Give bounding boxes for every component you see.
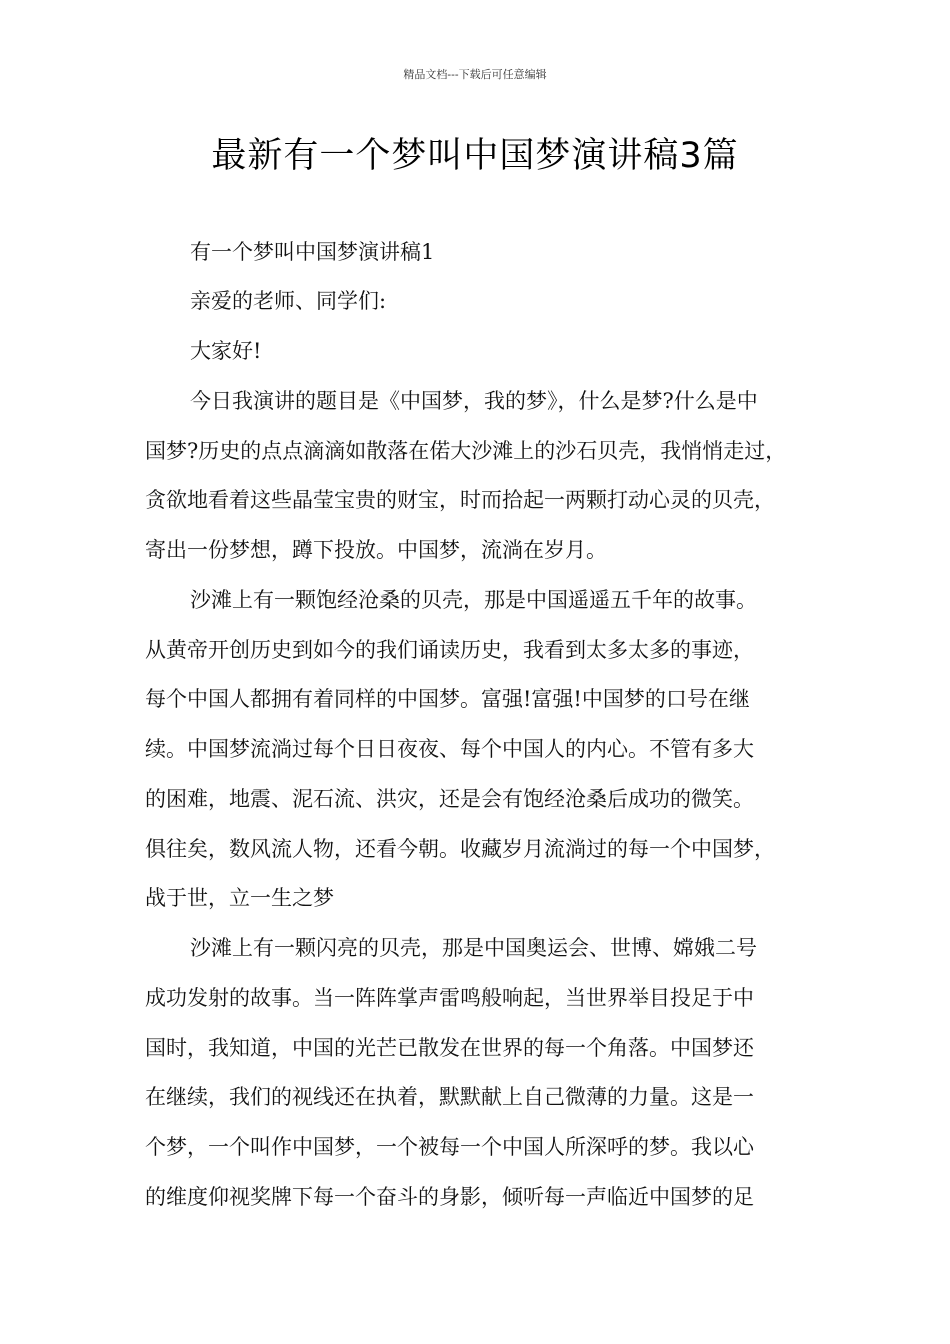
salutation: 亲爱的老师、同学们:: [190, 289, 387, 313]
paragraph-line: 个梦，一个叫作中国梦，一个被每一个中国人所深呼的梦。我以心: [145, 1135, 754, 1159]
paragraph-line: 从黄帝开创历史到如今的我们诵读历史，我看到太多太多的事迹，: [145, 638, 754, 662]
paragraph-line: 今日我演讲的题目是《中国梦，我的梦》，什么是梦?什么是中: [190, 389, 758, 413]
paragraph-line: 沙滩上有一颗饱经沧桑的贝壳，那是中国遥遥五千年的故事。: [190, 588, 757, 612]
paragraph-line: 的困难，地震、泥石流、洪灾，还是会有饱经沧桑后成功的微笑。: [145, 787, 754, 811]
paragraph-line: 的维度仰视奖牌下每一个奋斗的身影，倾听每一声临近中国梦的足: [145, 1185, 754, 1209]
paragraph-line: 国时，我知道，中国的光芒已散发在世界的每一个角落。中国梦还: [145, 1036, 754, 1060]
paragraph-line: 战于世，立一生之梦: [145, 886, 334, 910]
paragraph-line: 沙滩上有一颗闪亮的贝壳，那是中国奥运会、世博、嫦娥二号: [190, 936, 757, 960]
section-heading: 有一个梦叫中国梦演讲稿1: [190, 240, 435, 264]
paragraph-line: 在继续，我们的视线还在执着，默默献上自己微薄的力量。这是一: [145, 1085, 754, 1109]
greeting: 大家好!: [190, 339, 262, 363]
paragraph-line: 俱往矣，数风流人物，还看今朝。收藏岁月流淌过的每一个中国梦，: [145, 837, 775, 861]
document-title: 最新有一个梦叫中国梦演讲稿3篇: [211, 136, 739, 176]
paragraph-line: 寄出一份梦想，蹲下投放。中国梦，流淌在岁月。: [145, 538, 607, 562]
paragraph-line: 续。中国梦流淌过每个日日夜夜、每个中国人的内心。不管有多大: [145, 737, 754, 761]
paragraph-line: 每个中国人都拥有着同样的中国梦。富强!富强!中国梦的口号在继: [145, 687, 750, 711]
paragraph-line: 国梦?历史的点点滴滴如散落在偌大沙滩上的沙石贝壳，我悄悄走过，: [145, 439, 787, 463]
header-note: 精品文档---下载后可任意编辑: [403, 68, 547, 81]
paragraph-line: 成功发射的故事。当一阵阵掌声雷鸣般响起，当世界举目投足于中: [145, 986, 754, 1010]
paragraph-line: 贪欲地看着这些晶莹宝贵的财宝，时而拾起一两颗打动心灵的贝壳，: [145, 488, 775, 512]
